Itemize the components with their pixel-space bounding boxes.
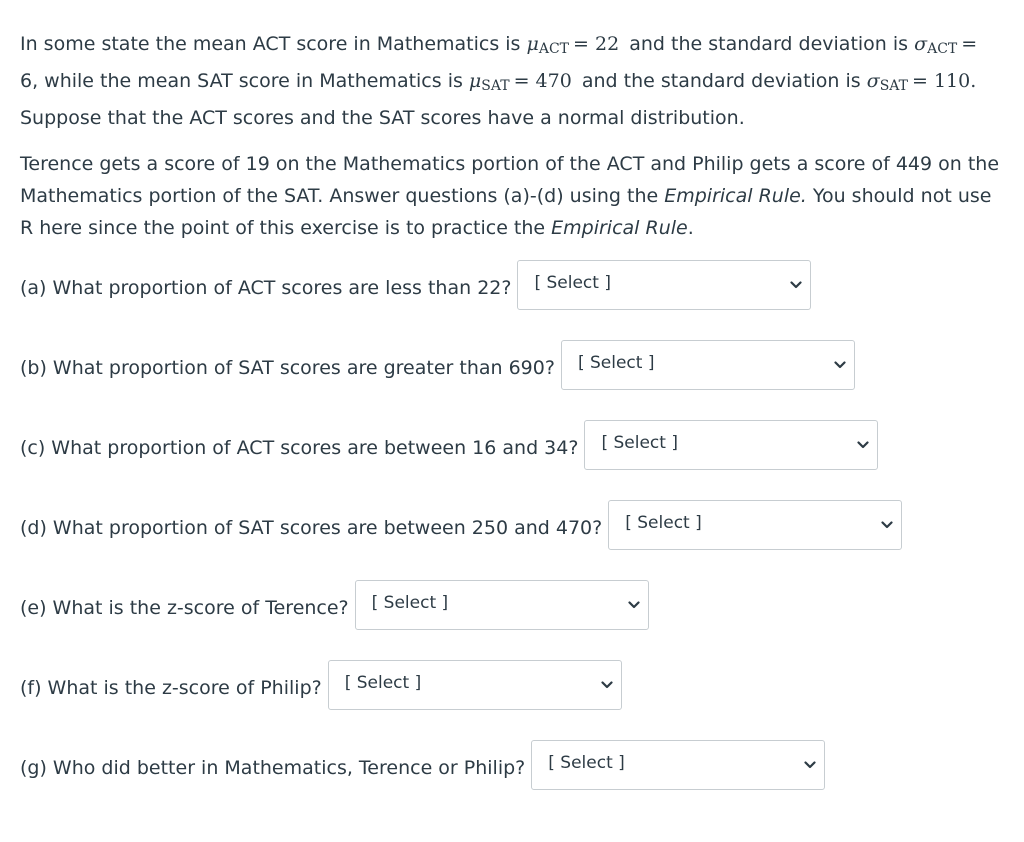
answer-select-b[interactable] (561, 340, 855, 390)
intro-text: In some state the mean ACT score in Mathematics is (20, 33, 527, 55)
chevron-down-icon (790, 280, 802, 290)
answer-select-c[interactable] (584, 420, 878, 470)
mu-sat: $\mu_{SAT} = 470$ (468, 70, 572, 94)
question-row-f (20, 660, 1010, 710)
question-text-a: (a) What proportion of ACT scores are less than 22? (20, 277, 512, 299)
answer-select-e[interactable] (355, 580, 649, 630)
answer-select-d[interactable] (608, 500, 902, 550)
chevron-down-icon (601, 680, 613, 690)
question-row-g (20, 740, 1010, 790)
select-placeholder: [ Select ] (548, 753, 625, 773)
answer-select-f[interactable] (328, 660, 622, 710)
question-text-c: (c) What proportion of ACT scores are between 16 and 34? (20, 437, 579, 459)
answer-select-a[interactable] (517, 260, 811, 310)
question-row-c (20, 420, 1010, 470)
select-placeholder: [ Select ] (534, 273, 611, 293)
select-placeholder: [ Select ] (577, 353, 655, 373)
question-row-d (20, 500, 1010, 550)
chevron-down-icon (834, 360, 846, 370)
answer-select-g[interactable] (531, 740, 825, 790)
chevron-down-icon (628, 600, 640, 610)
question-row-e (20, 580, 1010, 630)
question-row-b (20, 340, 1010, 390)
select-placeholder: [ Select ] (371, 593, 449, 613)
chevron-down-icon (804, 760, 816, 770)
intro-paragraph: In some state the mean ACT score in Mathematics is $\mu_{ACT} = 22$ and the standard deviation is $\sigma_{ACT}$ = 6, while the mean SAT score in Mathematics is $\mu_{SAT} = 470$ and the standard deviation is $\sigma_{SAT} = 110$. Suppose that the ACT scores and the SAT scores have a normal distribution. (20, 28, 1010, 134)
question-text-e: (e) What is the z-score of Terence? (20, 597, 349, 619)
question-text-b: (b) What proportion of SAT scores are greater than 690? (20, 357, 555, 379)
question-text-g: (g) Who did better in Mathematics, Terence or Philip? (20, 757, 526, 779)
sigma-sat: $\sigma_{SAT} = 110$. (866, 70, 977, 94)
sigma-act: $\sigma_{ACT}$ = (914, 33, 978, 57)
select-placeholder: [ Select ] (344, 673, 422, 693)
question-row-a (20, 260, 1010, 310)
chevron-down-icon (881, 520, 893, 530)
quiz-question-body (20, 28, 1010, 790)
select-placeholder: [ Select ] (625, 513, 702, 533)
mu-act: $\mu_{ACT} = 22$ (526, 33, 620, 57)
chevron-down-icon (857, 440, 869, 450)
select-placeholder: [ Select ] (601, 433, 678, 453)
scenario-paragraph: Terence gets a score of 19 on the Mathematics portion of the ACT and Philip gets a score of 449 on the Mathematics portion of the SAT. Answer questions (a)-(d) using the Empirical Rule. You should not use R here since the point of this exercise is to practice the Empirical Rule. (20, 153, 1000, 239)
question-text-f: (f) What is the z-score of Philip? (20, 677, 322, 699)
question-text-d: (d) What proportion of SAT scores are between 250 and 470? (20, 517, 603, 539)
